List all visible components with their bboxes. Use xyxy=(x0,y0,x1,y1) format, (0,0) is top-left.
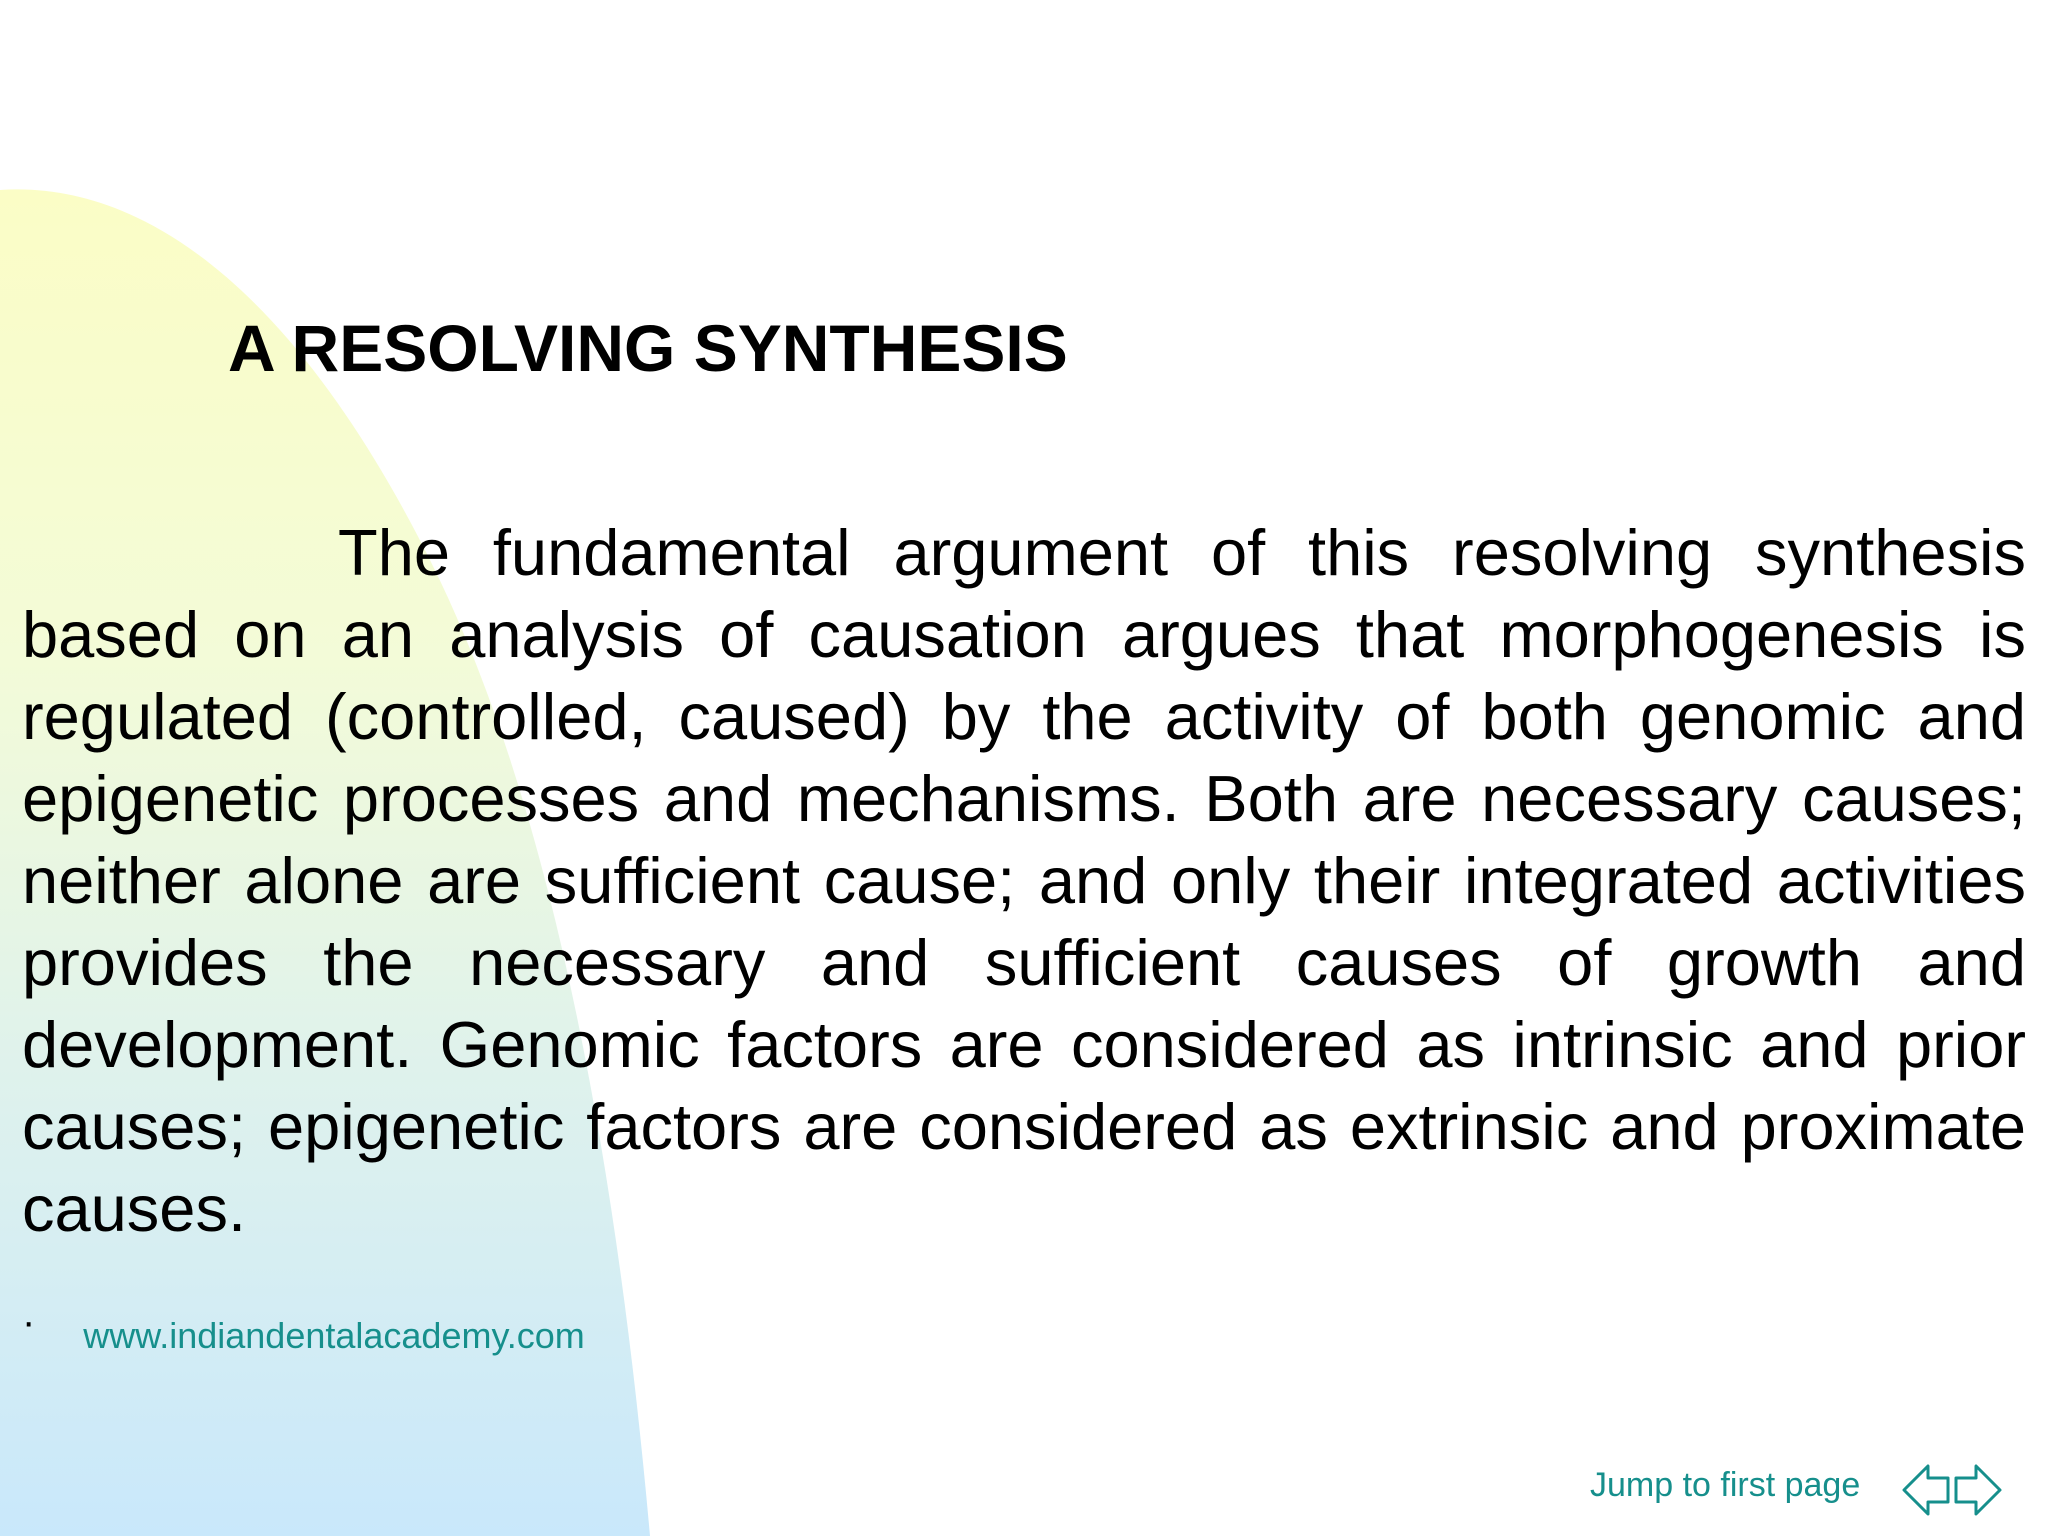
jump-to-first-page-link[interactable]: Jump to first page xyxy=(1590,1466,1861,1504)
slide-title: A RESOLVING SYNTHESIS xyxy=(228,311,1068,385)
website-url[interactable]: www.indiandentalacademy.com xyxy=(83,1315,585,1356)
navigation-arrows xyxy=(1900,1460,2004,1520)
bullet-marker: · xyxy=(22,1300,36,1344)
arrow-right-icon[interactable] xyxy=(1956,1466,2000,1514)
arrow-left-icon[interactable] xyxy=(1904,1466,1948,1514)
slide-body-text: The fundamental argument of this resolving synthesis based on an analysis of causation argues that morphogenesis is regulated (controlled, caused) by the activity of both genomic and epigenetic processes and mechanisms. Both are necessary causes; neither alone are sufficient cause; and only their integrated activities provides the necessary and sufficient causes of growth and development. Genomic factors are considered as intrinsic and prior causes; epigenetic factors are considered as extrinsic and proximate causes. xyxy=(22,516,2026,1245)
